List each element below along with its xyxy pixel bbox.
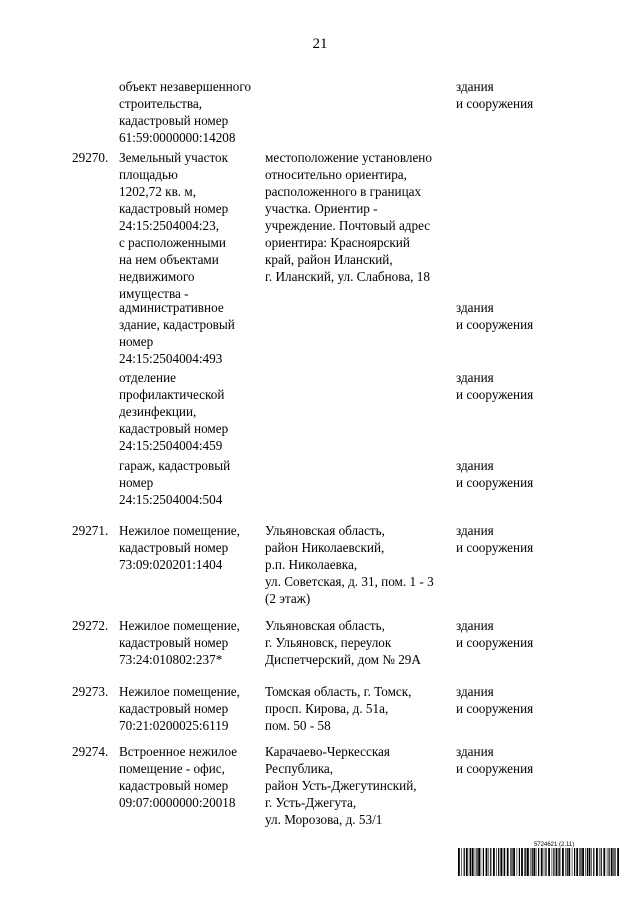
entry-object [119,683,267,734]
entry-type-line: и сооружения [456,540,534,555]
entry-object-line: кадастровый номер [119,701,229,716]
entry-type [456,743,576,777]
entry-address-line: г. Ульяновск, переулок [265,635,392,650]
entry-number: 29271. [72,523,109,538]
entry-address-line: г. Иланский, ул. Слабнова, 18 [265,269,430,284]
entry-object-line: 24:15:2504004:23, [119,218,220,233]
entry-object-line: 61:59:0000000:14208 [119,130,236,145]
entry-address-line: просп. Кирова, д. 51а, [265,701,389,716]
entry-type-line: здания [456,618,494,633]
entry-address [265,617,455,668]
entry-object [119,617,267,668]
entry-object-line: Земельный участок [119,150,229,165]
entry-address-line: Республика, [265,761,334,776]
entry-address [265,683,455,734]
entry-type [456,457,576,491]
entry-type-line: и сооружения [456,761,534,776]
entry-object-line: строительства, [119,96,203,111]
entry-address [265,743,455,828]
entry-object-line: профилактической [119,387,225,402]
entry-object-line: кадастровый номер [119,778,229,793]
entry-object-line: недвижимого [119,269,195,284]
entry-object-line: кадастровый номер [119,540,229,555]
entry-address-line: ул. Морозова, д. 53/1 [265,812,383,827]
entry-type-line: и сооружения [456,701,534,716]
entry-object [119,522,267,573]
entry-address-line: р.п. Николаевка, [265,557,358,572]
entry-object-line: кадастровый номер [119,201,229,216]
entry-object-line: объект незавершенного [119,79,252,94]
entry-type [456,369,576,403]
entry-object-line: номер [119,475,154,490]
entry-object [119,369,267,454]
entry-object-line: гараж, кадастровый [119,458,231,473]
entry-type-line: здания [456,523,494,538]
entry-address-line: (2 этаж) [265,591,311,606]
entry-object-line: 24:15:2504004:459 [119,438,223,453]
entry-type [456,522,576,556]
entry-object-line: 09:07:0000000:20018 [119,795,236,810]
entry-type-line: здания [456,744,494,759]
entry-object-line: номер [119,334,154,349]
entry-object-line: отделение [119,370,176,385]
entry-address-line: ул. Советская, д. 31, пом. 1 - 3 [265,574,434,589]
entry-object-line: Нежилое помещение, [119,684,240,699]
entry-object-line: 73:24:010802:237* [119,652,223,667]
entry-object-line: с расположенными [119,235,226,250]
entry-address-line: район Николаевский, [265,540,385,555]
entry-type [456,78,576,112]
entry-object-line: Нежилое помещение, [119,618,240,633]
entry-address [265,522,455,607]
entry-number: 29274. [72,744,109,759]
entry-type-line: здания [456,300,494,315]
entry-object-line: Нежилое помещение, [119,523,240,538]
entry-type [456,617,576,651]
entry-address-line: пом. 50 - 58 [265,718,331,733]
entry-type-line: и сооружения [456,635,534,650]
entry-address-line: Карачаево-Черкесская [265,744,390,759]
entry-type-line: здания [456,79,494,94]
entry-object [119,743,267,811]
entry-object [119,299,267,367]
entry-object [119,78,267,146]
entry-type [456,683,576,717]
entry-address-line: Диспетчерский, дом № 29А [265,652,421,667]
entry-address [265,149,455,285]
entry-type-line: здания [456,684,494,699]
entry-object-line: 70:21:0200025:6119 [119,718,229,733]
entry-address-line: Ульяновская область, [265,618,385,633]
entry-type-line: и сооружения [456,387,534,402]
entry-address-line: район Усть-Джегутинский, [265,778,417,793]
entry-address-line: местоположение установлено [265,150,432,165]
entry-object-line: 1202,72 кв. м, [119,184,197,199]
entry-address-line: ориентира: Красноярский [265,235,410,250]
entry-address-line: расположенного в границах [265,184,422,199]
entry-object-line: административное [119,300,224,315]
entry-type-line: здания [456,458,494,473]
entry-address-line: Томская область, г. Томск, [265,684,412,699]
entry-object-line: помещение - офис, [119,761,225,776]
entry-object-line: здание, кадастровый [119,317,235,332]
entry-type-line: и сооружения [456,317,534,332]
barcode-icon [458,848,620,876]
entry-object-line: дезинфекции, [119,404,197,419]
entry-type [456,299,576,333]
barcode-label: 5724621 (2.11) [534,842,575,848]
entry-object-line: кадастровый номер [119,113,229,128]
entry-number: 29272. [72,618,109,633]
entry-address-line: учреждение. Почтовый адрес [265,218,431,233]
page-number: 21 [312,36,328,52]
entry-object-line: 24:15:2504004:493 [119,351,223,366]
entry-object-line: 73:09:020201:1404 [119,557,223,572]
entry-address-line: край, район Иланский, [265,252,393,267]
entry-object-line: имущества - [119,286,189,301]
entry-type-line: и сооружения [456,475,534,490]
entry-address-line: участка. Ориентир - [265,201,378,216]
entry-object [119,149,267,302]
entry-address-line: г. Усть-Джегута, [265,795,357,810]
entry-address-line: относительно ориентира, [265,167,407,182]
entry-object [119,457,267,508]
entry-number: 29273. [72,684,109,699]
entry-object-line: площадью [119,167,178,182]
entry-number: 29270. [72,150,109,165]
entry-object-line: 24:15:2504004:504 [119,492,223,507]
entry-object-line: кадастровый номер [119,421,229,436]
entry-type-line: и сооружения [456,96,534,111]
entry-object-line: кадастровый номер [119,635,229,650]
entry-object-line: Встроенное нежилое [119,744,238,759]
entry-address-line: Ульяновская область, [265,523,385,538]
entry-type-line: здания [456,370,494,385]
entry-object-line: на нем объектами [119,252,219,267]
